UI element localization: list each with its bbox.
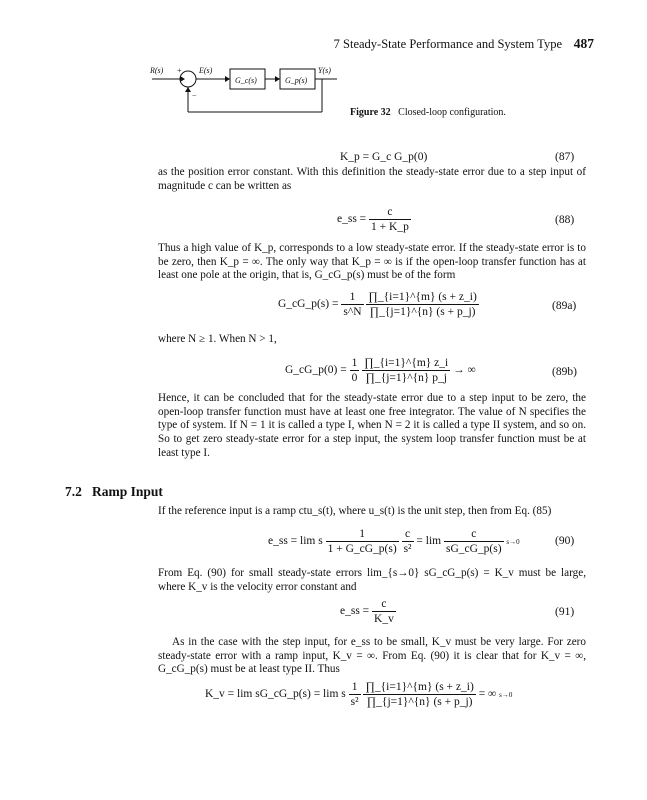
equation-89a-number: (89a): [552, 300, 577, 312]
equation-90-mid: = lim: [416, 535, 442, 548]
plus-sign: +: [177, 66, 182, 75]
control-arrowhead: [275, 76, 280, 82]
equation-91: [340, 597, 396, 626]
error-label: E(s): [199, 66, 213, 75]
section-number: 7.2: [65, 484, 82, 499]
minus-sign: −: [192, 91, 197, 100]
paragraph-3: where N ≥ 1. When N > 1,: [158, 333, 277, 345]
equation-92-tail: = ∞: [478, 688, 497, 701]
equation-88: [337, 205, 411, 234]
paragraph-1: as the position error constant. With this definition the steady-state error due to a step input of magnitude c can be written as: [158, 166, 586, 192]
equation-88-denominator: 1 + K_p: [371, 221, 409, 233]
equation-88-lhs: e_ss =: [337, 213, 367, 226]
equation-89b: [285, 356, 476, 385]
equation-87: [340, 151, 427, 163]
equation-89b-coef-den: 0: [351, 372, 358, 384]
equation-92-lhs: K_v = lim sG_cG_p(s) = lim s: [205, 688, 346, 701]
equation-90-lim-sub: s→0: [506, 538, 520, 547]
equation-92-prod-den: ∏_{j=1}^{n} (s + p_j): [363, 694, 475, 709]
equation-89a-coef-den: s^N: [343, 306, 362, 318]
page-number: 487: [573, 36, 594, 51]
paragraph-5: If the reference input is a ramp ctu_s(t), where u_s(t) is the unit step, then from Eq. (85): [158, 505, 552, 517]
equation-90-f2-num: c: [404, 528, 411, 540]
equation-87-body: K_p = G_c G_p(0): [340, 151, 428, 163]
input-label: R(s): [150, 66, 164, 75]
equation-88-number: (88): [555, 214, 575, 226]
equation-90-number: (90): [555, 535, 575, 547]
equation-92-coef-num: 1: [351, 681, 358, 693]
equation-90-f3-num: c: [471, 528, 477, 540]
equation-92: [205, 680, 512, 709]
equation-89a-prod-den: ∏_{j=1}^{n} (s + p_j): [366, 304, 478, 319]
equation-89b-prod-den: ∏_{j=1}^{n} p_j: [362, 370, 450, 385]
paragraph-4: Hence, it can be concluded that for the steady-state error due to a step input to be zero, the open-loop transfer function must have at least one free integrator. The value of N specifies the type of system. If N = 1 it is called a type I, when N = 2 it is called a type II system, and so on. So to get zero steady-state error for a step input, the system loop transfer function must be at least type I.: [158, 392, 586, 459]
controller-label: G_c(s): [235, 76, 257, 85]
equation-89a-prod-num: ∏_{i=1}^{m} (s + z_i): [368, 291, 477, 303]
equation-90-f3-den: sG_cG_p(s): [445, 543, 502, 555]
equation-89b-tail: → ∞: [453, 364, 476, 377]
equation-90-f1-num: 1: [359, 528, 366, 540]
equation-90-f2-den: s²: [403, 543, 412, 555]
error-arrowhead: [225, 76, 230, 82]
figure-caption-text: Closed-loop configuration.: [398, 107, 506, 118]
equation-88-numerator: c: [387, 206, 393, 218]
equation-92-lim-sub: s→0: [499, 691, 513, 700]
figure-caption: [350, 107, 506, 118]
equation-89b-coef-num: 1: [351, 357, 358, 369]
input-arrowhead: [180, 76, 185, 82]
equation-90: [268, 527, 520, 556]
paragraph-6: From Eq. (90) for small steady-state errors lim_{s→0} sG_cG_p(s) = K_v must be large, where K_v is the velocity error constant and: [158, 567, 586, 593]
equation-89b-lhs: G_cG_p(0) =: [285, 364, 347, 377]
section-heading: [65, 484, 163, 500]
section-title: Ramp Input: [92, 484, 163, 499]
equation-89b-number: (89b): [552, 366, 577, 378]
equation-92-prod-num: ∏_{i=1}^{m} (s + z_i): [365, 681, 474, 693]
paragraph-2: Thus a high value of K_p, corresponds to a low steady-state error. If the steady-state error is to be zero, then K_p = ∞. The only way that K_p = ∞ is if the open-loop transfer function has at least one pole at the origin, that is, G_cG_p(s) must be of the form: [158, 242, 586, 282]
equation-88-fraction: [369, 205, 411, 234]
header-title: 7 Steady-State Performance and System Type: [333, 37, 562, 51]
equation-89a: [278, 290, 479, 319]
equation-89b-prod-num: ∏_{i=1}^{m} z_i: [364, 357, 449, 369]
feedback-arrowhead: [185, 87, 191, 92]
plant-label: G_p(s): [285, 76, 308, 85]
equation-89a-coef-num: 1: [349, 291, 356, 303]
equation-91-denominator: K_v: [374, 613, 394, 625]
output-label: Y(s): [318, 66, 331, 75]
equation-91-lhs: e_ss =: [340, 605, 370, 618]
figure-label: Figure 32: [350, 107, 391, 118]
closed-loop-block-diagram: [150, 60, 340, 122]
equation-91-numerator: c: [381, 598, 387, 610]
equation-92-coef-den: s²: [350, 696, 359, 708]
equation-91-number: (91): [555, 606, 575, 618]
equation-90-f1-den: 1 + G_cG_p(s): [327, 543, 397, 555]
equation-87-number: (87): [555, 151, 575, 163]
paragraph-7: As in the case with the step input, for e_ss to be small, K_v must be very large. For zero steady-state error with a ramp input, K_v = ∞. From Eq. (90) it is clear that for K_v = ∞, G_cG_p(s) must be at least type II. Thus: [158, 636, 586, 676]
equation-89a-lhs: G_cG_p(s) =: [278, 298, 339, 311]
equation-90-lhs: e_ss = lim s: [268, 535, 323, 548]
